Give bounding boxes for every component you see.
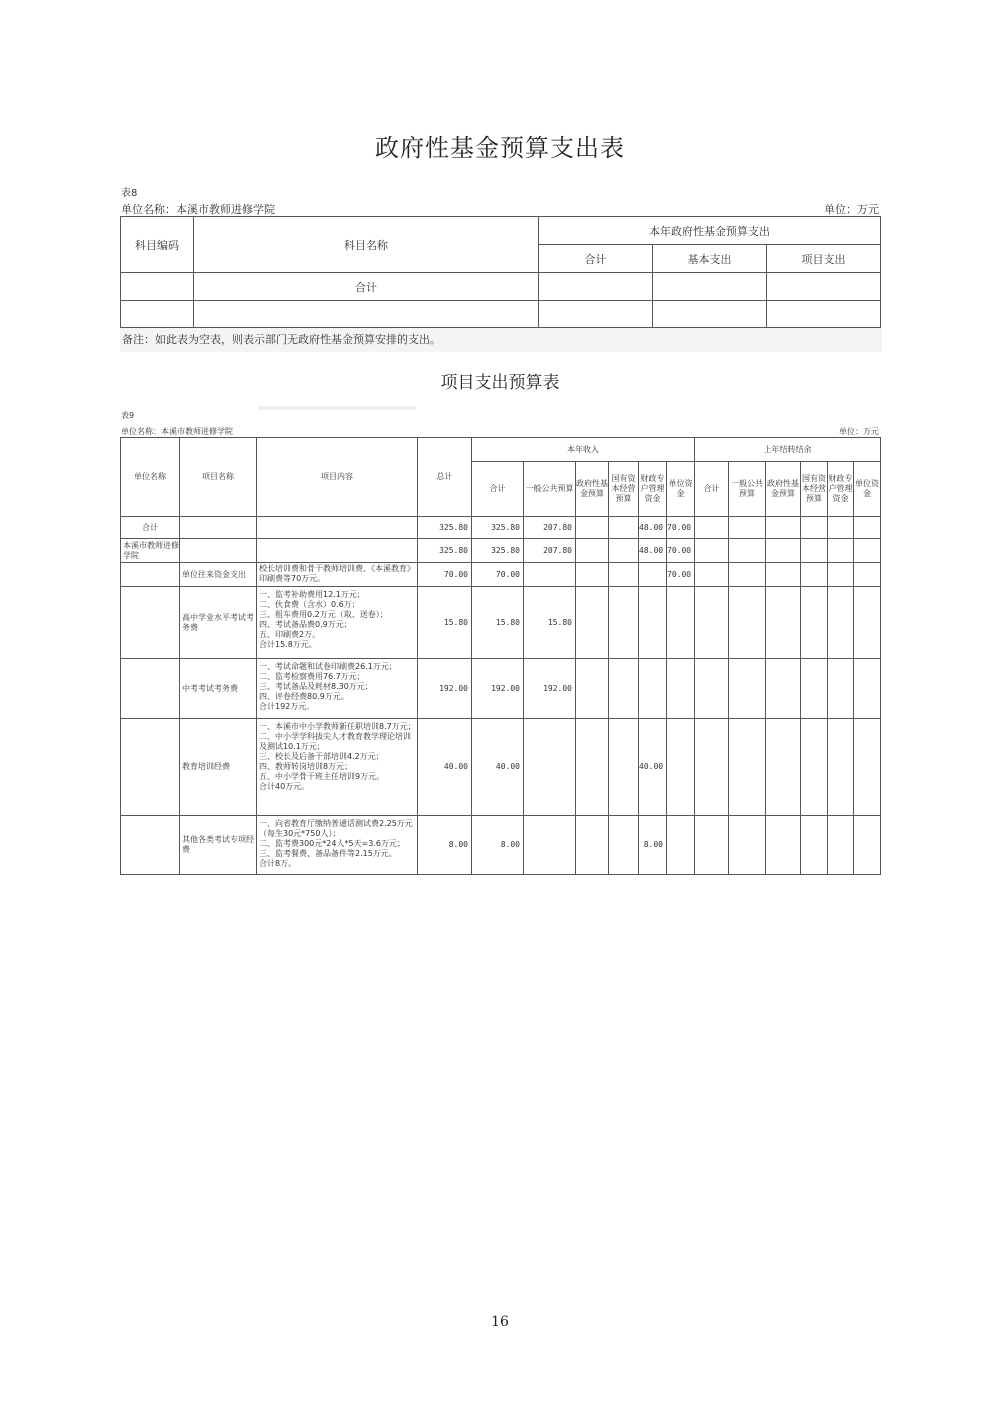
row-project-content: 一、考试命题和试卷印刷费26.1万元； 二、监考检察费用76.7万元； 三、考试备品及耗材8.30万元； 四、评卷经费80.9万元。 合计192万元。	[257, 659, 418, 719]
row-project-content: 校长培训费和骨干教师培训费、《本溪教育》印刷费等70万元。	[257, 563, 418, 587]
table-cell	[695, 587, 729, 659]
row-sum: 8.00	[472, 816, 524, 875]
table-cell	[766, 719, 801, 816]
row-own: 70.00	[667, 563, 695, 587]
row-unit: 本溪市教师进修学院	[121, 539, 180, 563]
table-cell	[801, 517, 828, 539]
row-state-capital	[609, 517, 639, 539]
faint-mark	[258, 406, 416, 410]
row-unit	[121, 719, 180, 816]
row-gov-fund	[576, 659, 609, 719]
row-state-capital	[609, 563, 639, 587]
table8-unit-name: 单位名称：本溪市教师进修学院	[121, 203, 275, 216]
header-current-income: 本年收入	[472, 438, 695, 462]
row-project-name: 单位往来资金支出	[180, 563, 257, 587]
table-cell	[729, 719, 766, 816]
table-row	[121, 563, 881, 587]
row-special	[639, 587, 667, 659]
row-project-name: 中考考试考务费	[180, 659, 257, 719]
table-cell	[729, 587, 766, 659]
table-cell	[695, 517, 729, 539]
row-project-name: 高中学业水平考试考务费	[180, 587, 257, 659]
row-gov-fund	[576, 816, 609, 875]
row-state-capital	[609, 719, 639, 816]
table-row	[121, 816, 881, 875]
header-cur-state-capital: 国有资本经营预算	[609, 462, 639, 517]
table-cell	[729, 563, 766, 587]
row-own	[667, 659, 695, 719]
table-cell	[854, 659, 881, 719]
header-prev-special: 财政专户管理资金	[828, 462, 854, 517]
table-cell	[828, 719, 854, 816]
header-cur-total: 合计	[472, 462, 524, 517]
table-cell	[801, 587, 828, 659]
table-cell	[695, 719, 729, 816]
table9-title: 项目支出预算表	[440, 373, 560, 393]
header-cur-own: 单位资金	[667, 462, 695, 517]
row-sum: 325.80	[472, 517, 524, 539]
table8-title: 政府性基金预算支出表	[375, 134, 625, 162]
row-sum: 70.00	[472, 563, 524, 587]
header-cur-gov-fund: 政府性基金预算	[576, 462, 609, 517]
header-prev-general: 一般公共预算	[729, 462, 766, 517]
table-cell	[767, 301, 881, 328]
table-cell	[767, 273, 881, 301]
table-cell	[695, 539, 729, 563]
row-own	[667, 816, 695, 875]
header-code: 科目编码	[121, 217, 194, 273]
table-cell	[828, 659, 854, 719]
table-cell	[766, 587, 801, 659]
table-cell	[121, 301, 194, 328]
row-special: 40.00	[639, 719, 667, 816]
row-sum: 192.00	[472, 659, 524, 719]
table-row	[121, 517, 881, 539]
row-general: 207.80	[524, 539, 576, 563]
header-cur-special: 财政专户管理资金	[639, 462, 667, 517]
header-unit: 单位名称	[121, 438, 180, 517]
table-cell	[828, 587, 854, 659]
table-cell	[729, 816, 766, 875]
row-own	[667, 719, 695, 816]
table-cell	[653, 273, 767, 301]
table-cell	[766, 517, 801, 539]
row-project-content	[257, 517, 418, 539]
row-special: 48.00	[639, 517, 667, 539]
row-gov-fund	[576, 517, 609, 539]
row-unit	[121, 587, 180, 659]
row-total: 325.80	[418, 517, 472, 539]
row-own: 70.00	[667, 517, 695, 539]
row-sum: 325.80	[472, 539, 524, 563]
table-cell	[801, 659, 828, 719]
table-row	[121, 719, 881, 816]
header-prev-state-capital: 国有资本经营预算	[801, 462, 828, 517]
table9-unit: 单位：万元	[839, 427, 879, 436]
table8-unit: 单位：万元	[824, 203, 879, 216]
header-grand-total: 总计	[418, 438, 472, 517]
table-cell	[539, 273, 653, 301]
header-project-content: 项目内容	[257, 438, 418, 517]
table-cell	[729, 659, 766, 719]
table-cell	[801, 563, 828, 587]
row-general: 192.00	[524, 659, 576, 719]
table-cell	[854, 517, 881, 539]
row-unit	[121, 816, 180, 875]
table-cell	[854, 816, 881, 875]
table-cell	[695, 659, 729, 719]
government-fund-table	[120, 216, 881, 328]
table-cell	[801, 539, 828, 563]
row-gov-fund	[576, 587, 609, 659]
row-unit	[121, 563, 180, 587]
row-general	[524, 563, 576, 587]
table-cell	[653, 301, 767, 328]
row-gov-fund	[576, 563, 609, 587]
row-project-content	[257, 539, 418, 563]
row-special: 8.00	[639, 816, 667, 875]
table-cell	[766, 539, 801, 563]
page-number: 16	[491, 1314, 509, 1330]
row-state-capital	[609, 659, 639, 719]
table-cell	[695, 816, 729, 875]
row-unit: 合计	[121, 517, 180, 539]
row-special: 48.00	[639, 539, 667, 563]
row-own: 70.00	[667, 539, 695, 563]
row-project-name	[180, 539, 257, 563]
table-cell	[729, 539, 766, 563]
header-prev-gov-fund: 政府性基金预算	[766, 462, 801, 517]
row-gov-fund	[576, 719, 609, 816]
row-total: 8.00	[418, 816, 472, 875]
row-general: 207.80	[524, 517, 576, 539]
table-cell	[854, 563, 881, 587]
table-cell	[828, 517, 854, 539]
table9-number: 表9	[121, 411, 135, 420]
table-cell	[828, 816, 854, 875]
row-project-content: 一、本溪市中小学教师新任职培训8.7万元； 二、中小学学科拔尖人才教育教学理论培训及测试10.1万元； 三、校长及后备干部培训4.2万元； 四、教师转岗培训8万元； 五、中小学骨干班主任培训9万元。 合计40万元。	[257, 719, 418, 816]
table-row	[121, 587, 881, 659]
row-total: 192.00	[418, 659, 472, 719]
header-project: 项目支出	[767, 245, 881, 273]
row-total: 325.80	[418, 539, 472, 563]
row-project-content: 一、向省教育厅缴纳普通话测试费2.25万元（每生30元*750人）； 二、监考费300元*24人*5天=3.6万元； 三、监考餐费、备品备件等2.15万元。 合计8万。	[257, 816, 418, 875]
total-row-label: 合计	[194, 273, 539, 301]
table-cell	[121, 273, 194, 301]
table-cell	[729, 517, 766, 539]
header-prev-own: 单位资金	[854, 462, 881, 517]
row-state-capital	[609, 587, 639, 659]
row-project-name: 教育培训经费	[180, 719, 257, 816]
table-cell	[854, 587, 881, 659]
row-project-name: 其他各类考试专项经费	[180, 816, 257, 875]
row-unit	[121, 659, 180, 719]
header-prev-total: 合计	[695, 462, 729, 517]
row-general	[524, 816, 576, 875]
header-project-name: 项目名称	[180, 438, 257, 517]
row-total: 40.00	[418, 719, 472, 816]
table-row	[121, 539, 881, 563]
header-cur-general: 一般公共预算	[524, 462, 576, 517]
row-state-capital	[609, 539, 639, 563]
table-cell	[854, 719, 881, 816]
table-cell	[766, 816, 801, 875]
table-cell	[828, 539, 854, 563]
header-name: 科目名称	[194, 217, 539, 273]
table-cell	[766, 659, 801, 719]
row-gov-fund	[576, 539, 609, 563]
row-special	[639, 563, 667, 587]
table-cell	[801, 719, 828, 816]
table-cell	[695, 563, 729, 587]
table-cell	[828, 563, 854, 587]
header-prev-carryover: 上年结转结余	[695, 438, 881, 462]
table-cell	[854, 539, 881, 563]
row-own	[667, 587, 695, 659]
table-row	[121, 659, 881, 719]
row-general: 15.80	[524, 587, 576, 659]
header-basic: 基本支出	[653, 245, 767, 273]
table-cell	[194, 301, 539, 328]
row-project-name	[180, 517, 257, 539]
row-sum: 40.00	[472, 719, 524, 816]
row-general	[524, 719, 576, 816]
table-cell	[766, 563, 801, 587]
row-total: 15.80	[418, 587, 472, 659]
table8-note: 备注：如此表为空表，则表示部门无政府性基金预算安排的支出。	[120, 328, 882, 352]
table-cell	[801, 816, 828, 875]
row-total: 70.00	[418, 563, 472, 587]
row-state-capital	[609, 816, 639, 875]
row-special	[639, 659, 667, 719]
row-project-content: 一、监考补助费用12.1万元； 二、伙食费（含水）0.6万； 三、租车费用0.2万元（取、送卷）； 四、考试备品费0.9万元； 五、印刷费2万。 合计15.8万元。	[257, 587, 418, 659]
project-expenditure-table	[120, 437, 881, 875]
table-cell	[539, 301, 653, 328]
header-group: 本年政府性基金预算支出	[539, 217, 881, 245]
header-total: 合计	[539, 245, 653, 273]
table9-unit-name: 单位名称：本溪市教师进修学院	[121, 427, 233, 436]
table8-number: 表8	[121, 188, 138, 199]
row-sum: 15.80	[472, 587, 524, 659]
